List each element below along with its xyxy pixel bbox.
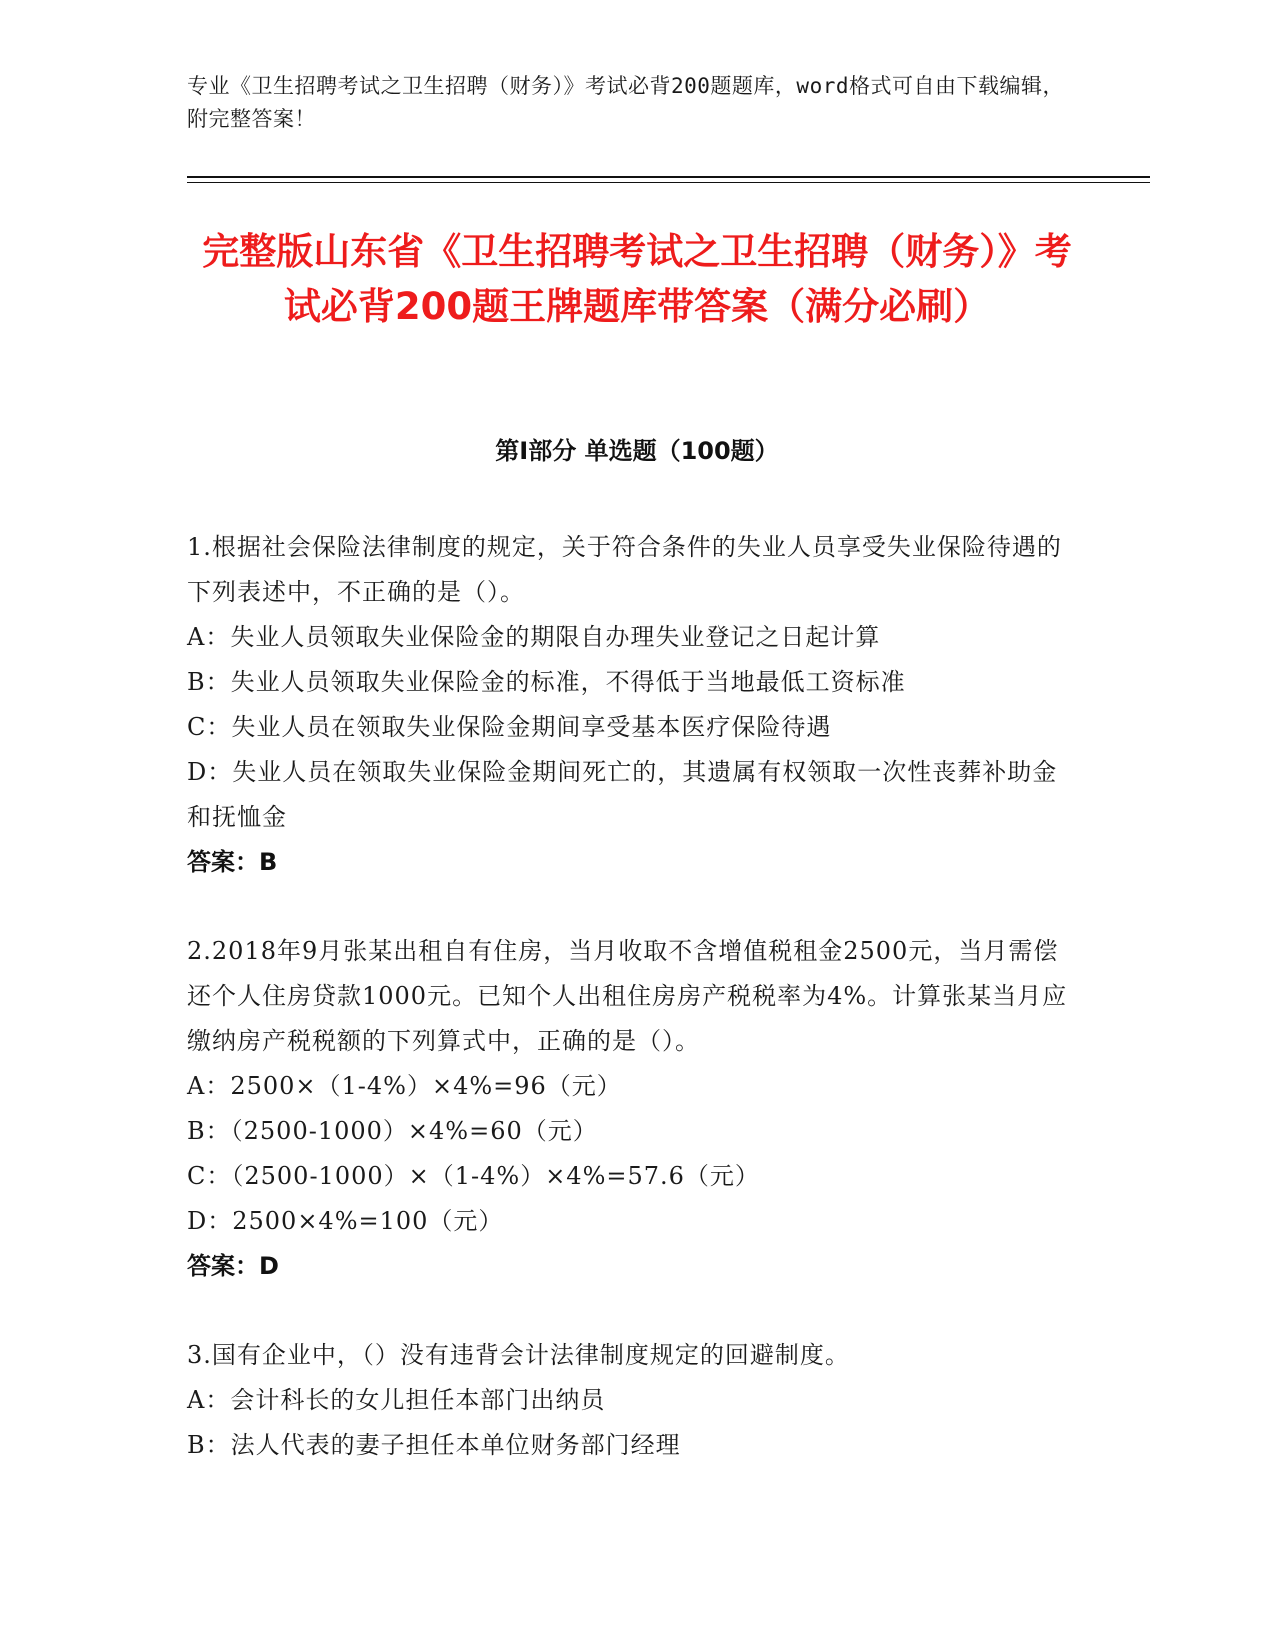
option-b: B：失业人员领取失业保险金的标准，不得低于当地最低工资标准	[187, 668, 906, 696]
question-stem: 1.根据社会保险法律制度的规定，关于符合条件的失业人员享受失业保险待遇的下列表述中，不正确的是（）。	[187, 533, 1062, 606]
question-3	[187, 1333, 1082, 1468]
option-a: A：会计科长的女儿担任本部门出纳员	[187, 1386, 606, 1414]
question-stem: 3.国有企业中，（）没有违背会计法律制度规定的回避制度。	[187, 1341, 850, 1369]
document-title: 完整版山东省《卫生招聘考试之卫生招聘（财务）》考试必背200题王牌题库带答案（满分必刷）	[202, 230, 1072, 328]
question-1	[187, 525, 1082, 885]
answer-label: 答案：B	[187, 848, 278, 876]
question-list	[187, 525, 1082, 1512]
option-a: A：2500×（1-4%）×4%=96（元）	[187, 1072, 622, 1100]
option-d: D：失业人员在领取失业保险金期间死亡的，其遗属有权领取一次性丧葬补助金和抚恤金	[187, 758, 1058, 831]
option-d: D：2500×4%=100（元）	[187, 1207, 504, 1235]
header-note: 专业《卫生招聘考试之卫生招聘（财务）》考试必背200题题库，word格式可自由下载编辑，附完整答案！	[187, 74, 1064, 131]
question-2	[187, 929, 1082, 1289]
header-divider-thin	[187, 182, 1150, 183]
section-title: 第I部分 单选题（100题）	[495, 437, 779, 465]
option-b: B：（2500-1000）×4%=60（元）	[187, 1117, 598, 1145]
option-c: C：失业人员在领取失业保险金期间享受基本医疗保险待遇	[187, 713, 832, 741]
option-a: A：失业人员领取失业保险金的期限自办理失业登记之日起计算	[187, 623, 881, 651]
answer-label: 答案：D	[187, 1252, 279, 1280]
question-stem: 2.2018年9月张某出租自有住房，当月收取不含增值税租金2500元，当月需偿还个人住房贷款1000元。已知个人出租住房房产税税率为4%。计算张某当月应缴纳房产税税额的下列算式中，正确的是（）。	[187, 937, 1068, 1055]
option-b: B：法人代表的妻子担任本单位财务部门经理	[187, 1431, 681, 1459]
option-c: C：（2500-1000）×（1-4%）×4%=57.6（元）	[187, 1162, 760, 1190]
header-divider-thick	[187, 176, 1150, 178]
